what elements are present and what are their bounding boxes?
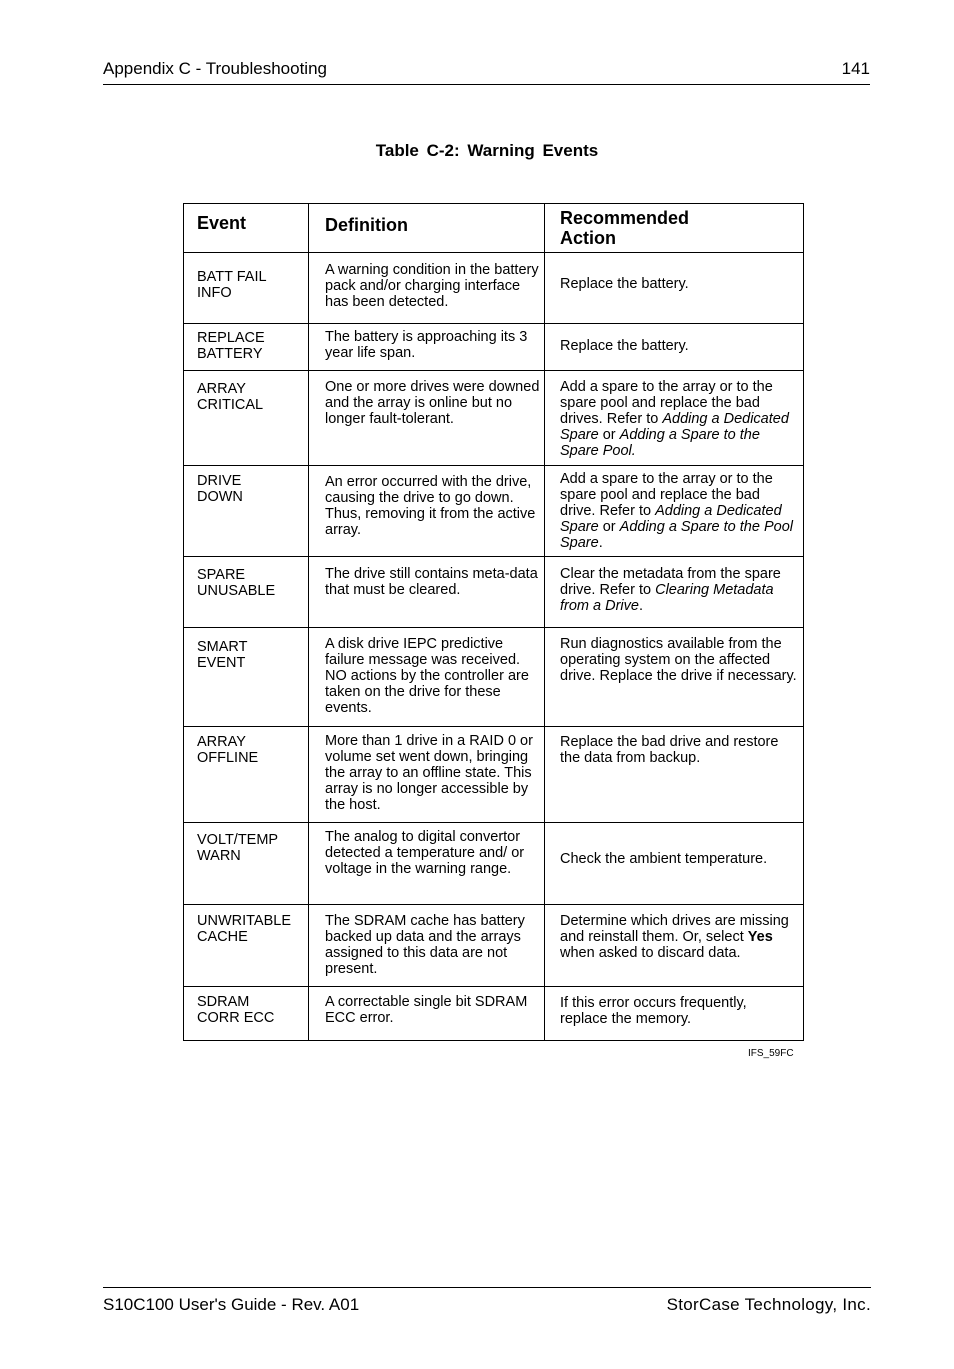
table-row bbox=[184, 557, 804, 628]
table-row bbox=[184, 727, 804, 823]
definition-cell: An error occurred with the drive, causing the drive to go down. Thus, removing it from the active array. bbox=[309, 466, 545, 557]
table-title: Table C-2: Warning Events bbox=[375, 141, 599, 160]
event-cell: ARRAY CRITICAL bbox=[184, 371, 309, 466]
action-cell: Determine which drives are missing and reinstall them. Or, select Yes when asked to discard data. bbox=[545, 905, 804, 987]
definition-cell: The drive still contains meta-data that must be cleared. bbox=[309, 557, 545, 628]
action-cell: Add a spare to the array or to the spare pool and replace the bad drives. Refer to Adding a Dedicated Spare or Adding a Spare to the Spare Pool. bbox=[545, 371, 804, 466]
column-header-recommended-action: Recommended Action bbox=[545, 204, 804, 253]
reference-link: Adding a Dedicated Spare bbox=[560, 411, 789, 443]
action-cell: Replace the battery. bbox=[545, 324, 804, 371]
action-cell: Check the ambient temperature. bbox=[545, 823, 804, 905]
definition-cell: A correctable single bit SDRAM ECC error. bbox=[309, 987, 545, 1041]
reference-link: Adding a Spare to the Spare Pool. bbox=[560, 427, 760, 459]
event-cell: SMART EVENT bbox=[184, 628, 309, 727]
event-cell: SDRAM CORR ECC bbox=[184, 987, 309, 1041]
table-row bbox=[184, 371, 804, 466]
action-cell: If this error occurs frequently, replace the memory. bbox=[545, 987, 804, 1041]
definition-cell: The battery is approaching its 3 year life span. bbox=[309, 324, 545, 371]
page-number: 141 bbox=[841, 59, 870, 78]
table-row bbox=[184, 987, 804, 1041]
table-row bbox=[184, 823, 804, 905]
company-name: StorCase Technology, Inc. bbox=[666, 1295, 871, 1314]
definition-cell: A disk drive IEPC predictive failure message was received. NO actions by the controller are taken on the drive for these events. bbox=[309, 628, 545, 727]
reference-link: Adding a Dedicated Spare bbox=[560, 503, 782, 535]
definition-cell: One or more drives were downed and the array is online but no longer fault-tolerant. bbox=[309, 371, 545, 466]
table-row bbox=[184, 905, 804, 987]
definition-cell: The analog to digital convertor detected a temperature and/ or voltage in the warning range. bbox=[309, 823, 545, 905]
column-header-event: Event bbox=[184, 204, 309, 253]
definition-cell: A warning condition in the battery pack and/or charging interface has been detected. bbox=[309, 253, 545, 324]
warning-events-table bbox=[183, 203, 804, 1041]
column-header-definition: Definition bbox=[309, 204, 545, 253]
page-footer bbox=[103, 1287, 871, 1318]
section-title: Appendix C - Troubleshooting bbox=[103, 59, 327, 78]
event-cell: ARRAY OFFLINE bbox=[184, 727, 309, 823]
reference-link: Adding a Spare to the Pool Spare bbox=[560, 519, 793, 551]
guide-title: S10C100 User's Guide - Rev. A01 bbox=[103, 1295, 360, 1314]
definition-cell: The SDRAM cache has battery backed up data and the arrays assigned to this data are not present. bbox=[309, 905, 545, 987]
figure-id: IFS_59FC bbox=[748, 1048, 794, 1059]
action-cell: Replace the bad drive and restore the data from backup. bbox=[545, 727, 804, 823]
table-row bbox=[184, 324, 804, 371]
emphasis-yes: Yes bbox=[747, 929, 773, 945]
action-cell: Run diagnostics available from the operating system on the affected drive. Replace the drive if necessary. bbox=[545, 628, 804, 727]
action-cell: Clear the metadata from the spare drive. Refer to Clearing Metadata from a Drive. bbox=[545, 557, 804, 628]
event-cell: UNWRITABLE CACHE bbox=[184, 905, 309, 987]
event-cell: BATT FAIL INFO bbox=[184, 253, 309, 324]
action-cell: Add a spare to the array or to the spare pool and replace the bad drive. Refer to Adding a Dedicated Spare or Adding a Spare to the Pool Spare. bbox=[545, 466, 804, 557]
event-cell: DRIVE DOWN bbox=[184, 466, 309, 557]
event-cell: VOLT/TEMP WARN bbox=[184, 823, 309, 905]
table-row bbox=[184, 628, 804, 727]
event-cell: REPLACE BATTERY bbox=[184, 324, 309, 371]
reference-link: Clearing Metadata from a Drive bbox=[560, 582, 774, 614]
definition-cell: More than 1 drive in a RAID 0 or volume set went down, bringing the array to an offline state. This array is no longer accessible by the host. bbox=[309, 727, 545, 823]
table-header-row bbox=[184, 204, 804, 253]
event-cell: SPARE UNUSABLE bbox=[184, 557, 309, 628]
table-row bbox=[184, 253, 804, 324]
action-cell: Replace the battery. bbox=[545, 253, 804, 324]
page-header bbox=[103, 58, 870, 85]
table-row bbox=[184, 466, 804, 557]
